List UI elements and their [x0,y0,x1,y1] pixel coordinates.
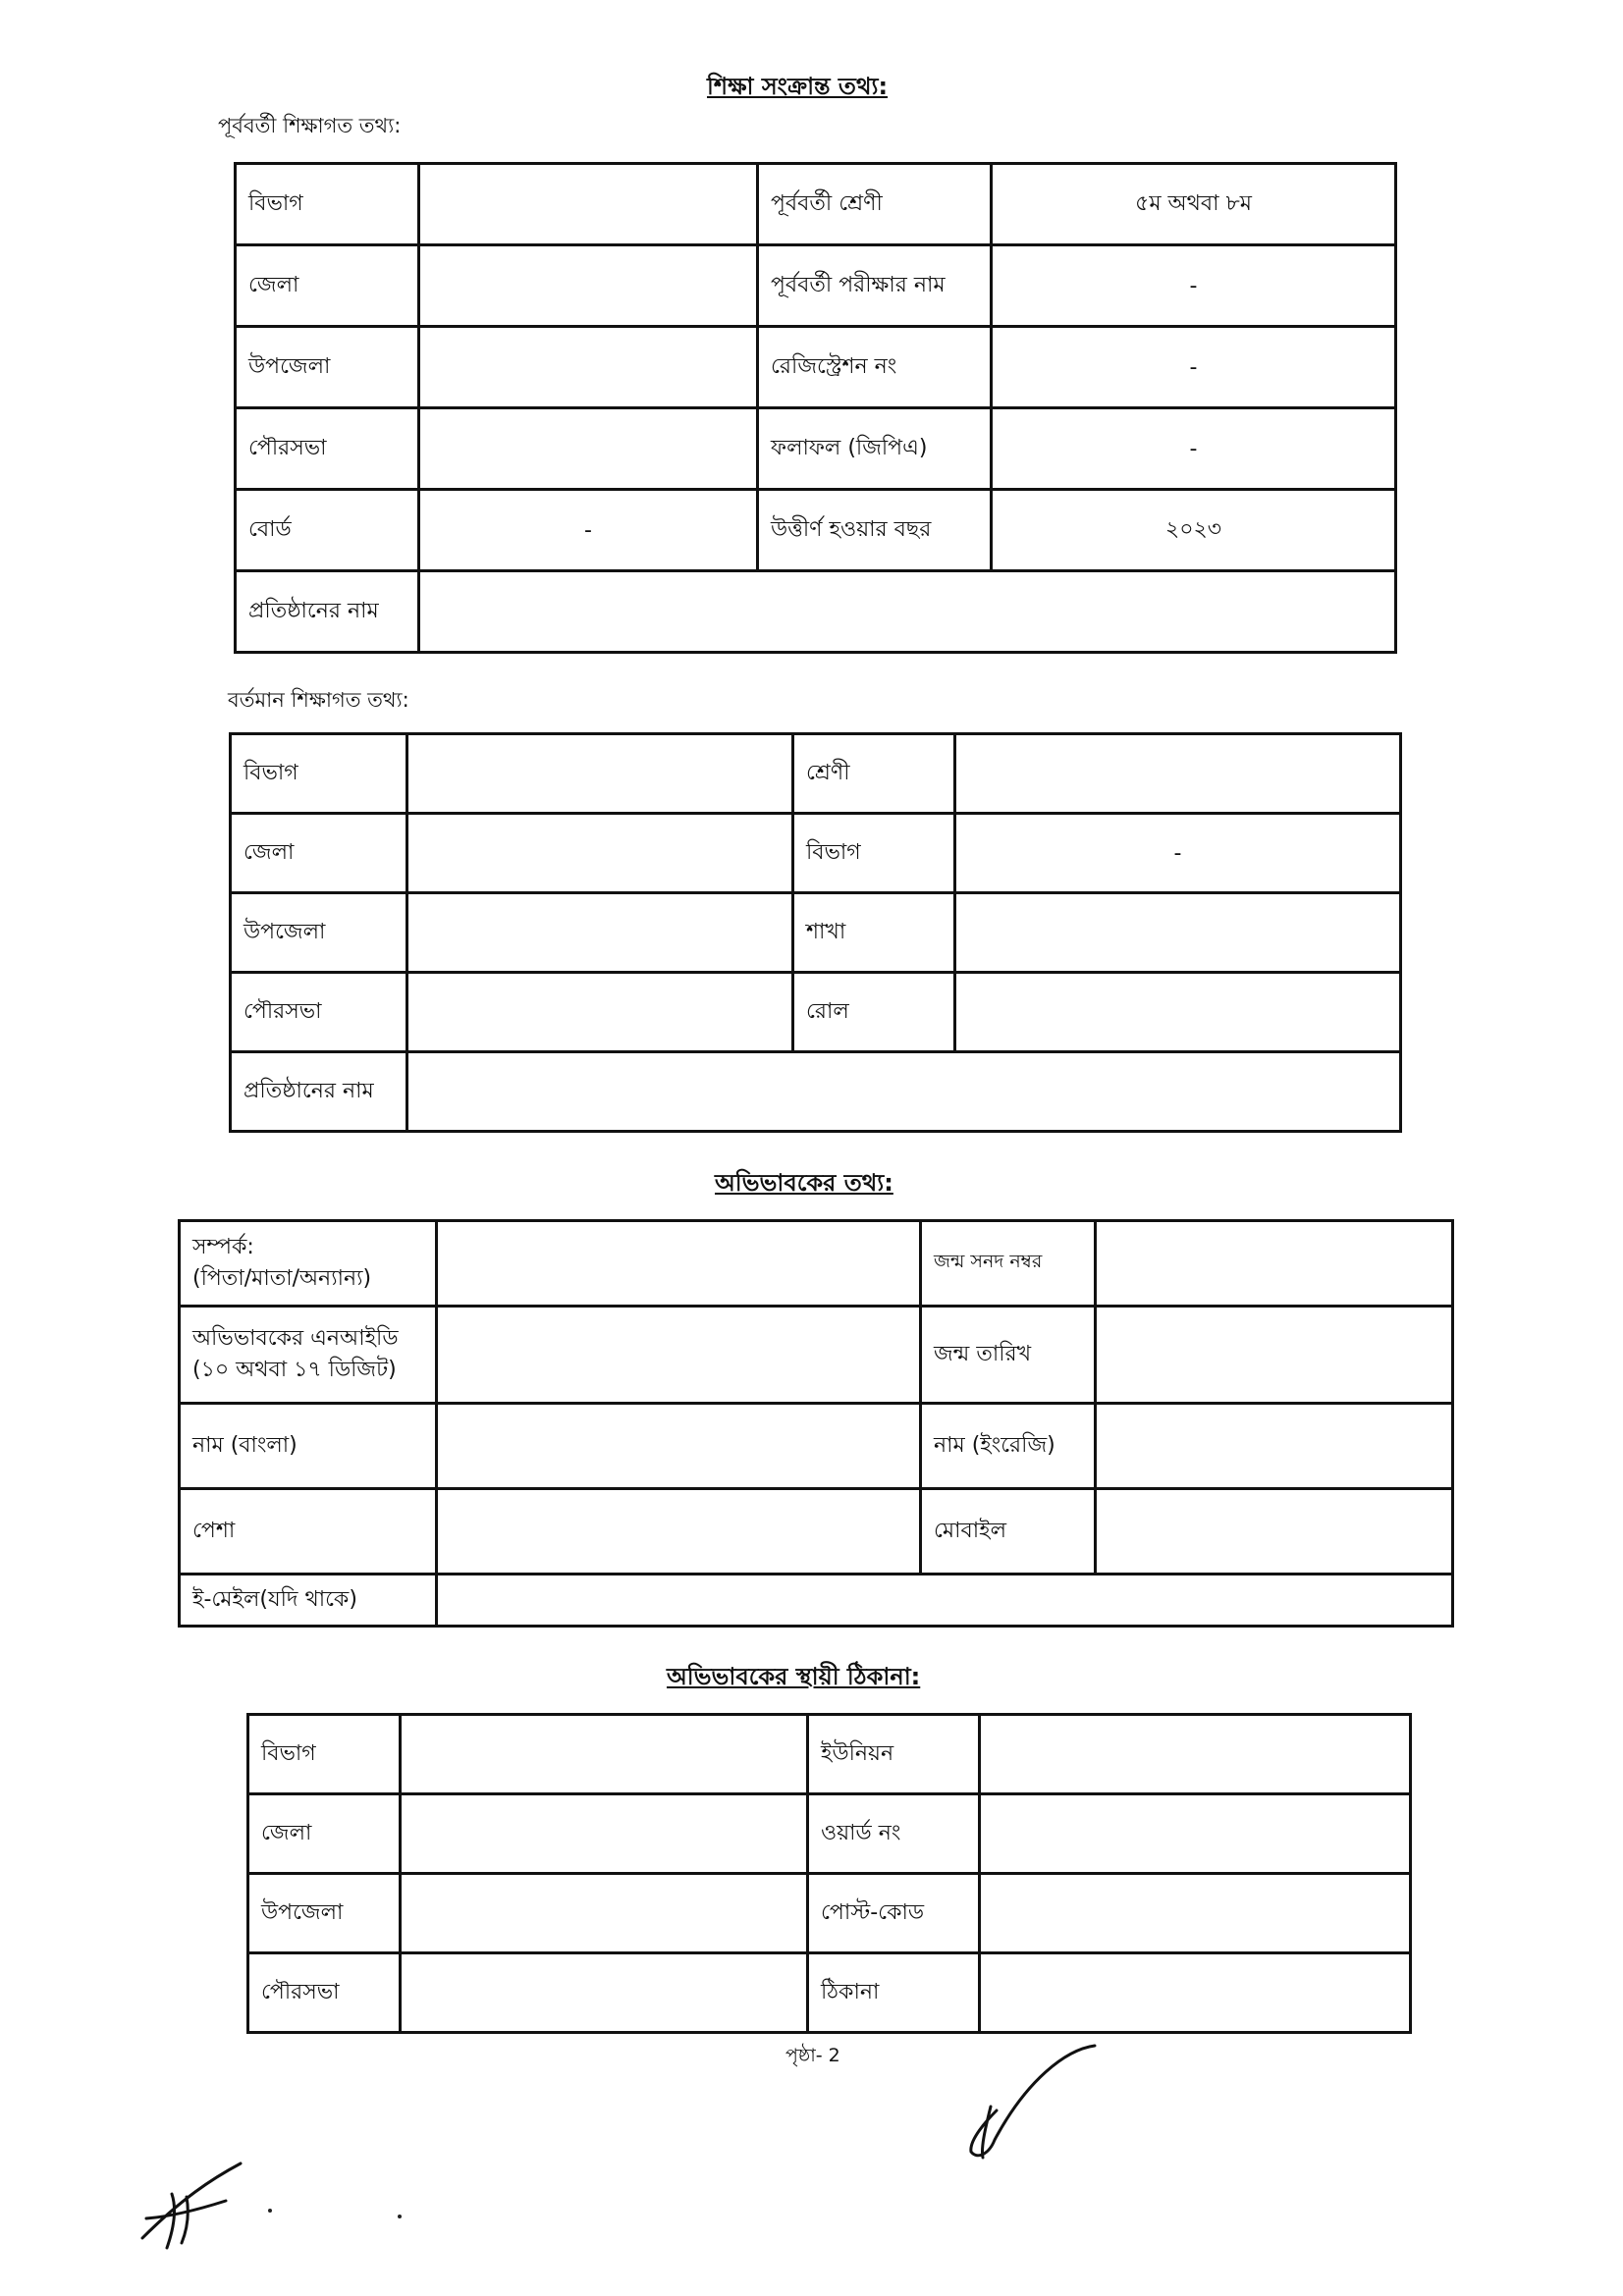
table-row [236,327,1396,408]
field-label: বিভাগ [793,814,955,893]
field-label: পৌরসভা [231,973,407,1052]
page-number: পৃষ্ঠা- 2 [785,2045,840,2066]
field-value[interactable] [955,893,1401,973]
field-label: ঠিকানা [808,1953,980,2033]
scan-dot [268,2209,272,2213]
field-label: নাম (ইংরেজি) [921,1404,1096,1489]
field-value[interactable]: - [419,490,758,571]
table-row [236,571,1396,653]
field-value[interactable] [419,164,758,245]
field-value[interactable] [437,1307,921,1404]
field-value[interactable] [419,245,758,327]
field-value[interactable] [401,1794,808,1874]
field-label: ইউনিয়ন [808,1715,980,1794]
field-label: জন্ম সনদ নম্বর [921,1221,1096,1307]
field-value[interactable]: - [992,408,1396,490]
guardian-section-title: অভিভাবকের তথ্য: [715,1169,893,1197]
table-row [180,1221,1453,1307]
field-value[interactable] [437,1489,921,1575]
field-label: জেলা [236,245,419,327]
institution-name-value[interactable] [419,571,1396,653]
table-row [231,973,1401,1052]
field-label: পূর্ববর্তী শ্রেণী [758,164,992,245]
field-value[interactable] [955,734,1401,814]
nid-label: অভিভাবকের এনআইডি (১০ অথবা ১৭ ডিজিট) [192,1326,399,1382]
table-row [180,1307,1453,1404]
field-value[interactable] [980,1715,1411,1794]
field-label [180,1307,437,1404]
field-value[interactable] [407,973,793,1052]
field-value[interactable] [401,1953,808,2033]
current-education-heading: বর্তমান শিক্ষাগত তথ্য: [228,688,409,712]
field-label: পৌরসভা [236,408,419,490]
field-value[interactable] [419,327,758,408]
email-value[interactable] [437,1575,1453,1627]
previous-education-heading: পূর্ববর্তী শিক্ষাগত তথ্য: [218,114,402,137]
signature-icon [957,2042,1100,2169]
table-row [180,1575,1453,1627]
field-value[interactable] [980,1794,1411,1874]
field-value[interactable] [437,1404,921,1489]
field-label: জন্ম তারিখ [921,1307,1096,1404]
table-row [248,1953,1411,2033]
field-label: শাখা [793,893,955,973]
current-education-table [229,732,1402,1133]
field-value[interactable] [407,893,793,973]
table-row [248,1715,1411,1794]
field-label: ই-মেইল(যদি থাকে) [180,1575,437,1627]
field-label: উপজেলা [248,1874,401,1953]
field-label: উত্তীর্ণ হওয়ার বছর [758,490,992,571]
field-label: বিভাগ [236,164,419,245]
field-label: রেজিস্ট্রেশন নং [758,327,992,408]
field-label: উপজেলা [236,327,419,408]
table-row [248,1794,1411,1874]
guardian-info-table [178,1219,1454,1628]
address-section-title: অভিভাবকের স্থায়ী ঠিকানা: [667,1663,921,1690]
field-label: প্রতিষ্ঠানের নাম [231,1052,407,1132]
field-label: জেলা [231,814,407,893]
field-value[interactable] [407,814,793,893]
initials-signature-icon [133,2160,265,2253]
field-value[interactable] [980,1874,1411,1953]
field-value[interactable] [955,973,1401,1052]
field-label: শ্রেণী [793,734,955,814]
previous-education-table [234,162,1397,654]
guardian-address-table [246,1713,1412,2034]
field-value[interactable]: - [992,327,1396,408]
field-label: পূর্ববর্তী পরীক্ষার নাম [758,245,992,327]
table-row [236,245,1396,327]
field-label: বিভাগ [248,1715,401,1794]
field-value[interactable] [1096,1404,1453,1489]
field-value[interactable] [407,734,793,814]
field-label: উপজেলা [231,893,407,973]
field-label: পেশা [180,1489,437,1575]
field-value[interactable]: ২০২৩ [992,490,1396,571]
field-label: পোস্ট-কোড [808,1874,980,1953]
table-row [231,814,1401,893]
table-row [236,408,1396,490]
field-label: জেলা [248,1794,401,1874]
scan-dot [398,2215,402,2218]
field-label: বোর্ড [236,490,419,571]
table-row [248,1874,1411,1953]
field-label: বিভাগ [231,734,407,814]
education-section-title: শিক্ষা সংক্রান্ত তথ্য: [707,73,889,100]
field-value[interactable] [401,1715,808,1794]
table-row [180,1489,1453,1575]
field-value[interactable] [437,1221,921,1307]
field-value[interactable] [1096,1221,1453,1307]
field-label: প্রতিষ্ঠানের নাম [236,571,419,653]
table-row [231,734,1401,814]
table-row [180,1404,1453,1489]
field-value[interactable]: - [955,814,1401,893]
field-label: রোল [793,973,955,1052]
field-label: পৌরসভা [248,1953,401,2033]
field-value[interactable] [419,408,758,490]
field-value[interactable] [980,1953,1411,2033]
field-value[interactable]: ৫ম অথবা ৮ম [992,164,1396,245]
field-label: নাম (বাংলা) [180,1404,437,1489]
field-label [180,1221,437,1307]
field-value[interactable] [1096,1307,1453,1404]
table-row [236,490,1396,571]
institution-name-value[interactable] [407,1052,1401,1132]
field-value[interactable] [1096,1489,1453,1575]
table-row [231,893,1401,973]
relation-label: সম্পর্ক: (পিতা/মাতা/অন্যান্য) [192,1235,372,1291]
field-label: ফলাফল (জিপিএ) [758,408,992,490]
field-value[interactable]: - [992,245,1396,327]
table-row [231,1052,1401,1132]
field-label: মোবাইল [921,1489,1096,1575]
field-label: ওয়ার্ড নং [808,1794,980,1874]
table-row [236,164,1396,245]
field-value[interactable] [401,1874,808,1953]
